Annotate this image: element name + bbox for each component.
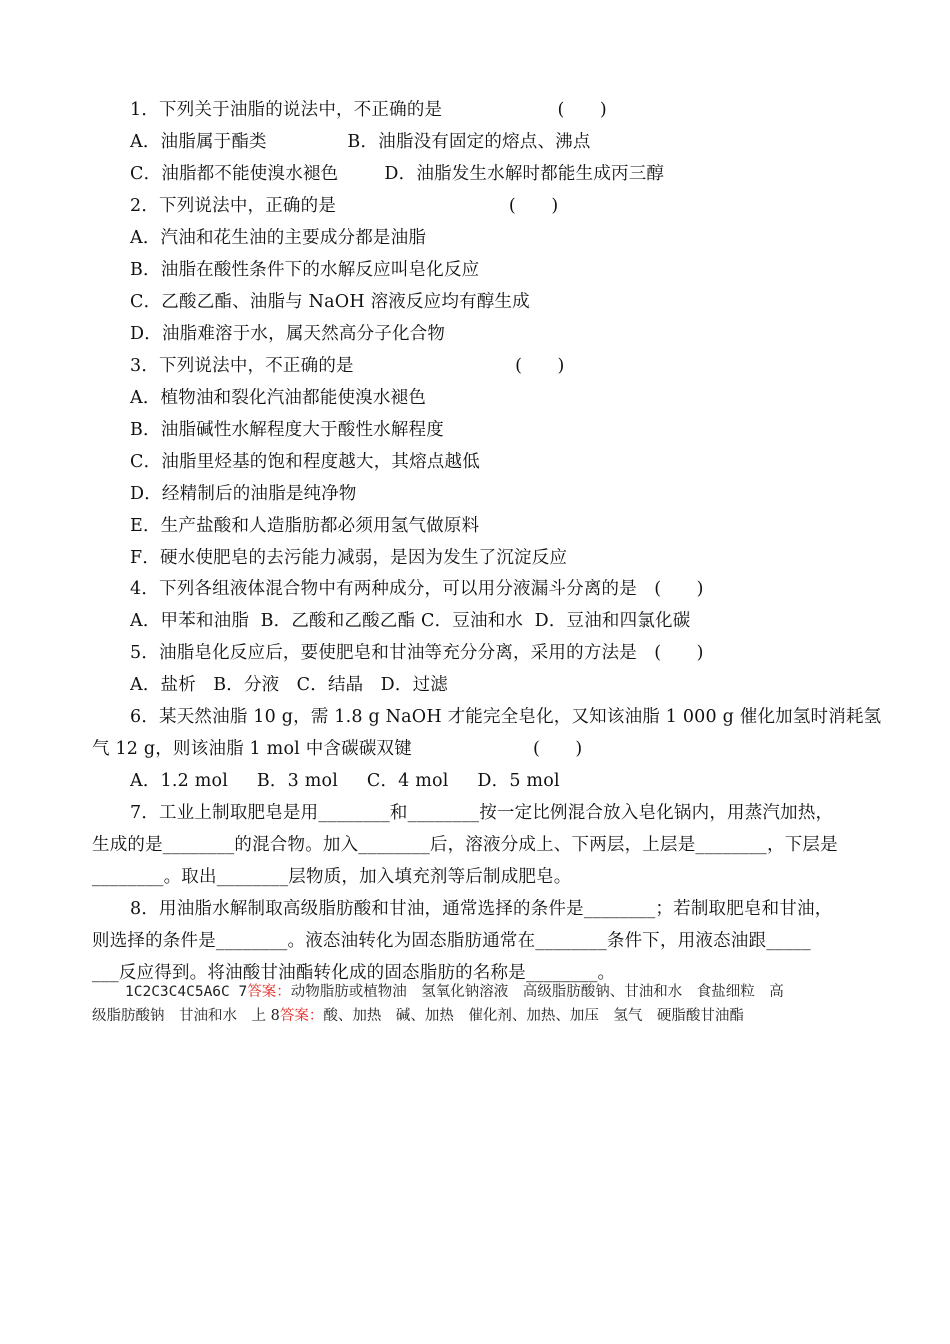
q7-line2: 生成的是________的混合物。加入________后，溶液分成上、下两层，上层是________，下层是 xyxy=(92,835,838,855)
q1-options-ab: A．油脂属于酯类 B．油脂没有固定的熔点、沸点 xyxy=(130,132,591,152)
q3-option-d: D．经精制后的油脂是纯净物 xyxy=(130,484,357,504)
answer-label-7: 答案： xyxy=(247,984,291,1000)
q3-option-f: F．硬水使肥皂的去污能力减弱，是因为发生了沉淀反应 xyxy=(130,548,568,568)
q8-line1: 8．用油脂水解制取高级脂肪酸和甘油，通常选择的条件是________；若制取肥皂和甘油， xyxy=(130,899,833,919)
q2-option-d: D．油脂难溶于水，属天然高分子化合物 xyxy=(130,324,446,344)
answer-text-7-cont: 级脂肪酸钠 甘油和水 上 8 xyxy=(92,1008,280,1024)
q7-line1: 7．工业上制取肥皂是用________和________按一定比例混合放入皂化锅内，用蒸汽加热， xyxy=(130,803,834,823)
q4-stem: 4．下列各组液体混合物中有两种成分，可以用分液漏斗分离的是 ( ) xyxy=(130,579,704,599)
q3-option-b: B．油脂碱性水解程度大于酸性水解程度 xyxy=(130,420,444,440)
answer-codes: 1C2C3C4C5A6C 7 xyxy=(125,984,248,1000)
q3-option-e: E．生产盐酸和人造脂肪都必须用氢气做原料 xyxy=(130,516,480,536)
q1-options-cd: C．油脂都不能使溴水褪色 D．油脂发生水解时都能生成丙三醇 xyxy=(130,164,665,184)
answer-label-8: 答案： xyxy=(279,1008,324,1024)
answers-line2 xyxy=(92,1006,744,1026)
answer-text-7: 动物脂肪或植物油 氢氧化钠溶液 高级脂肪酸钠、甘油和水 食盐细粒 高 xyxy=(290,984,784,1000)
q3-option-c: C．油脂里烃基的饱和程度越大，其熔点越低 xyxy=(130,452,480,472)
q3-stem: 3．下列说法中，不正确的是 ( ) xyxy=(130,356,565,376)
q8-line2: 则选择的条件是________。液态油转化为固态脂肪通常在________条件下，用液态油跟_____ xyxy=(92,931,811,951)
q6-stem-line2: 气 12 g，则该油脂 1 mol 中含碳碳双键 ( ) xyxy=(92,739,583,759)
q5-options: A．盐析 B．分液 C．结晶 D．过滤 xyxy=(130,675,448,695)
q2-option-c: C．乙酸乙酯、油脂与 NaOH 溶液反应均有醇生成 xyxy=(130,292,530,312)
q8-line3: ___反应得到。将油酸甘油酯转化成的固态脂肪的名称是________。 xyxy=(92,963,616,983)
q4-options: A．甲苯和油脂 B．乙酸和乙酸乙酯 C．豆油和水 D．豆油和四氯化碳 xyxy=(130,611,691,631)
q6-stem-line1: 6．某天然油脂 10 g，需 1.8 g NaOH 才能完全皂化，又知该油脂 1 000 g 催化加氢时消耗氢 xyxy=(130,707,882,727)
q1-stem: 1．下列关于油脂的说法中，不正确的是 ( ) xyxy=(130,100,607,120)
q2-stem: 2．下列说法中，正确的是 ( ) xyxy=(130,196,559,216)
q6-options: A．1.2 mol B．3 mol C．4 mol D．5 mol xyxy=(130,771,560,791)
q2-option-a: A．汽油和花生油的主要成分都是油脂 xyxy=(130,228,427,248)
q7-line3: ________。取出________层物质，加入填充剂等后制成肥皂。 xyxy=(92,867,572,887)
q5-stem: 5．油脂皂化反应后，要使肥皂和甘油等充分分离，采用的方法是 ( ) xyxy=(130,643,704,663)
answers-line1 xyxy=(125,982,784,1002)
q3-option-a: A．植物油和裂化汽油都能使溴水褪色 xyxy=(130,388,427,408)
q2-option-b: B．油脂在酸性条件下的水解反应叫皂化反应 xyxy=(130,260,480,280)
answer-text-8: 酸、加热 碱、加热 催化剂、加热、加压 氢气 硬脂酸甘油酯 xyxy=(323,1008,744,1024)
